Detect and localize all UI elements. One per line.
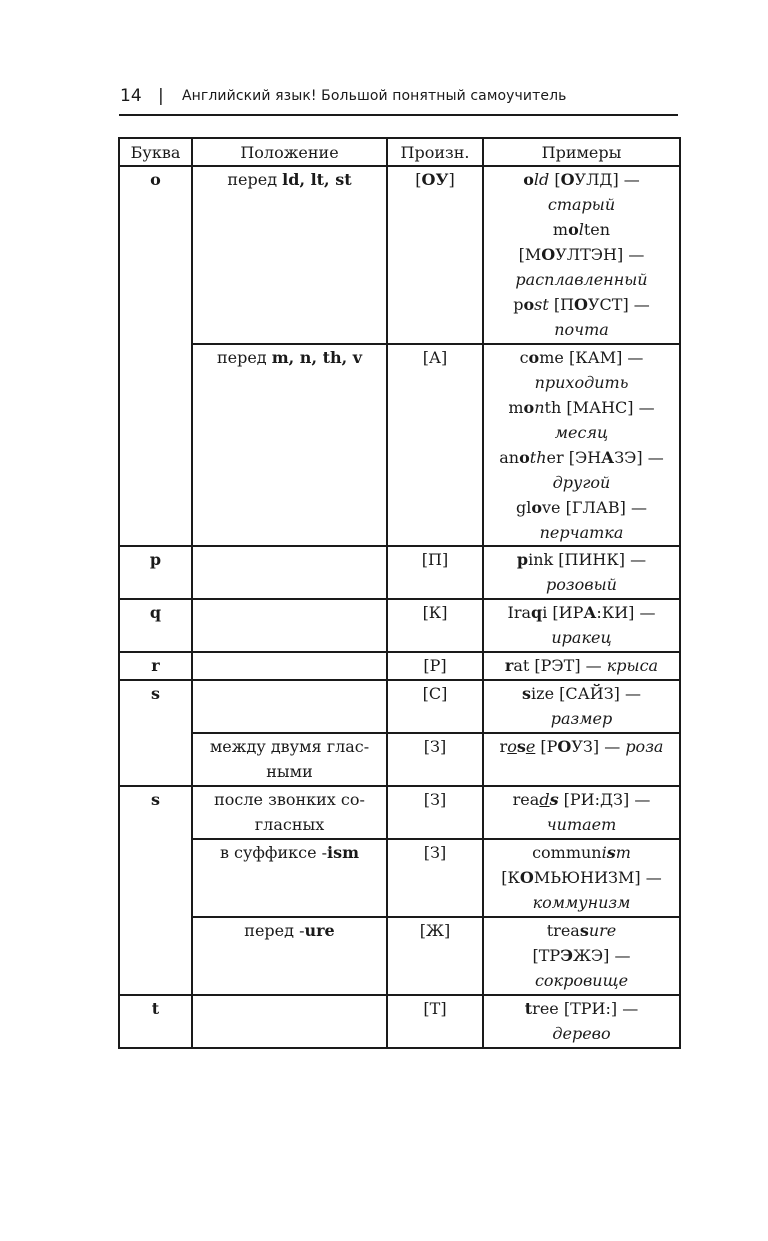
example-post: post [ПОУСТ] — — [513, 295, 650, 314]
position-cell — [192, 995, 387, 1048]
examples-cell — [483, 995, 680, 1048]
examples-cell — [483, 652, 680, 680]
example-meaning: розовый — [546, 575, 617, 594]
example-meaning: перчатка — [539, 523, 624, 542]
example-molten: molten — [552, 220, 611, 239]
header-separator: | — [158, 86, 164, 106]
pronunciation-cell: [П] — [387, 546, 483, 599]
examples-cell — [483, 166, 680, 344]
running-header — [119, 82, 678, 116]
table-row — [119, 344, 680, 546]
table-row — [119, 917, 680, 995]
table-row — [119, 995, 680, 1048]
table-header-row — [119, 138, 680, 166]
column-header-letter: Буква — [119, 138, 192, 166]
table-row — [119, 546, 680, 599]
letter-cell: s — [119, 680, 192, 786]
example-meaning: коммунизм — [532, 893, 631, 912]
example-another: another [ЭНАЗЭ] — — [499, 448, 664, 467]
example-meaning: сокровище — [534, 971, 629, 990]
table-row — [119, 166, 680, 344]
position-cell — [192, 652, 387, 680]
letter-cell: s — [119, 786, 192, 995]
pronunciation-cell: [А] — [387, 344, 483, 546]
pronunciation-cell: [З] — [387, 786, 483, 839]
letter-cell: q — [119, 599, 192, 652]
table-row — [119, 786, 680, 839]
example-meaning: иракец — [551, 628, 612, 647]
example-transcription: [МОУЛТЭН] — — [518, 245, 645, 264]
example-meaning: почта — [554, 320, 609, 339]
example-meaning: месяц — [554, 423, 609, 442]
example-size: size [САЙЗ] — — [522, 684, 641, 703]
example-tree: tree [ТРИ:] — — [524, 999, 639, 1018]
pronunciation-cell: [Р] — [387, 652, 483, 680]
position-cell: в суффиксе -ism — [192, 839, 387, 917]
pronunciation-cell: [Ж] — [387, 917, 483, 995]
letter-cell: p — [119, 546, 192, 599]
example-transcription: [ТРЭЖЭ] — — [532, 946, 631, 965]
letter-cell: r — [119, 652, 192, 680]
book-title: Английский язык! Большой понятный самоучитель — [182, 88, 567, 104]
example-rose: rose [РОУЗ] — роза — [499, 737, 664, 756]
table-row — [119, 599, 680, 652]
column-header-position: Положение — [192, 138, 387, 166]
examples-cell — [483, 786, 680, 839]
examples-cell — [483, 839, 680, 917]
example-reads: reads [РИ:ДЗ] — — [512, 790, 651, 809]
column-header-pronunciation: Произн. — [387, 138, 483, 166]
position-cell: перед m, n, th, v — [192, 344, 387, 546]
example-rat: rat [РЭТ] — крыса — [504, 656, 659, 675]
pronunciation-cell: [С] — [387, 680, 483, 733]
example-old: old [ОУЛД] — — [523, 170, 640, 189]
pronunciation-cell: [К] — [387, 599, 483, 652]
position-cell — [192, 680, 387, 733]
table-row — [119, 680, 680, 733]
position-cell — [192, 599, 387, 652]
example-communism: communism — [532, 843, 631, 862]
example-pink: pink [ПИНК] — — [516, 550, 647, 569]
position-cell — [192, 546, 387, 599]
table-row — [119, 652, 680, 680]
letter-cell: o — [119, 166, 192, 546]
example-month: month [МАНС] — — [508, 398, 655, 417]
examples-cell — [483, 733, 680, 786]
pronunciation-cell: [ОУ] — [387, 166, 483, 344]
pronunciation-cell: [Т] — [387, 995, 483, 1048]
example-meaning: размер — [550, 709, 613, 728]
table-row — [119, 839, 680, 917]
example-meaning: расплавленный — [515, 270, 648, 289]
example-meaning: приходить — [534, 373, 629, 392]
example-meaning: другой — [552, 473, 611, 492]
example-iraqi: Iraqi [ИРА:КИ] — — [507, 603, 656, 622]
examples-cell — [483, 680, 680, 733]
example-meaning: дерево — [552, 1024, 611, 1043]
examples-cell — [483, 344, 680, 546]
table-row — [119, 733, 680, 786]
examples-cell — [483, 546, 680, 599]
position-cell: перед -ure — [192, 917, 387, 995]
pronunciation-cell: [З] — [387, 839, 483, 917]
pronunciation-cell: [З] — [387, 733, 483, 786]
position-cell: перед ld, lt, st — [192, 166, 387, 344]
example-transcription: [КОМЬЮНИЗМ] — — [501, 868, 662, 887]
example-come: come [КАМ] — — [519, 348, 644, 367]
example-meaning: читает — [546, 815, 617, 834]
examples-cell — [483, 917, 680, 995]
examples-cell — [483, 599, 680, 652]
position-cell: между двумя глас- ными — [192, 733, 387, 786]
column-header-examples: Примеры — [483, 138, 680, 166]
example-treasure: treasure — [546, 921, 617, 940]
example-meaning: старый — [547, 195, 616, 214]
page-number: 14 — [120, 86, 142, 106]
position-cell: после звонких со- гласных — [192, 786, 387, 839]
example-glove: glove [ГЛАВ] — — [515, 498, 647, 517]
letter-cell: t — [119, 995, 192, 1048]
pronunciation-table — [118, 137, 681, 1049]
